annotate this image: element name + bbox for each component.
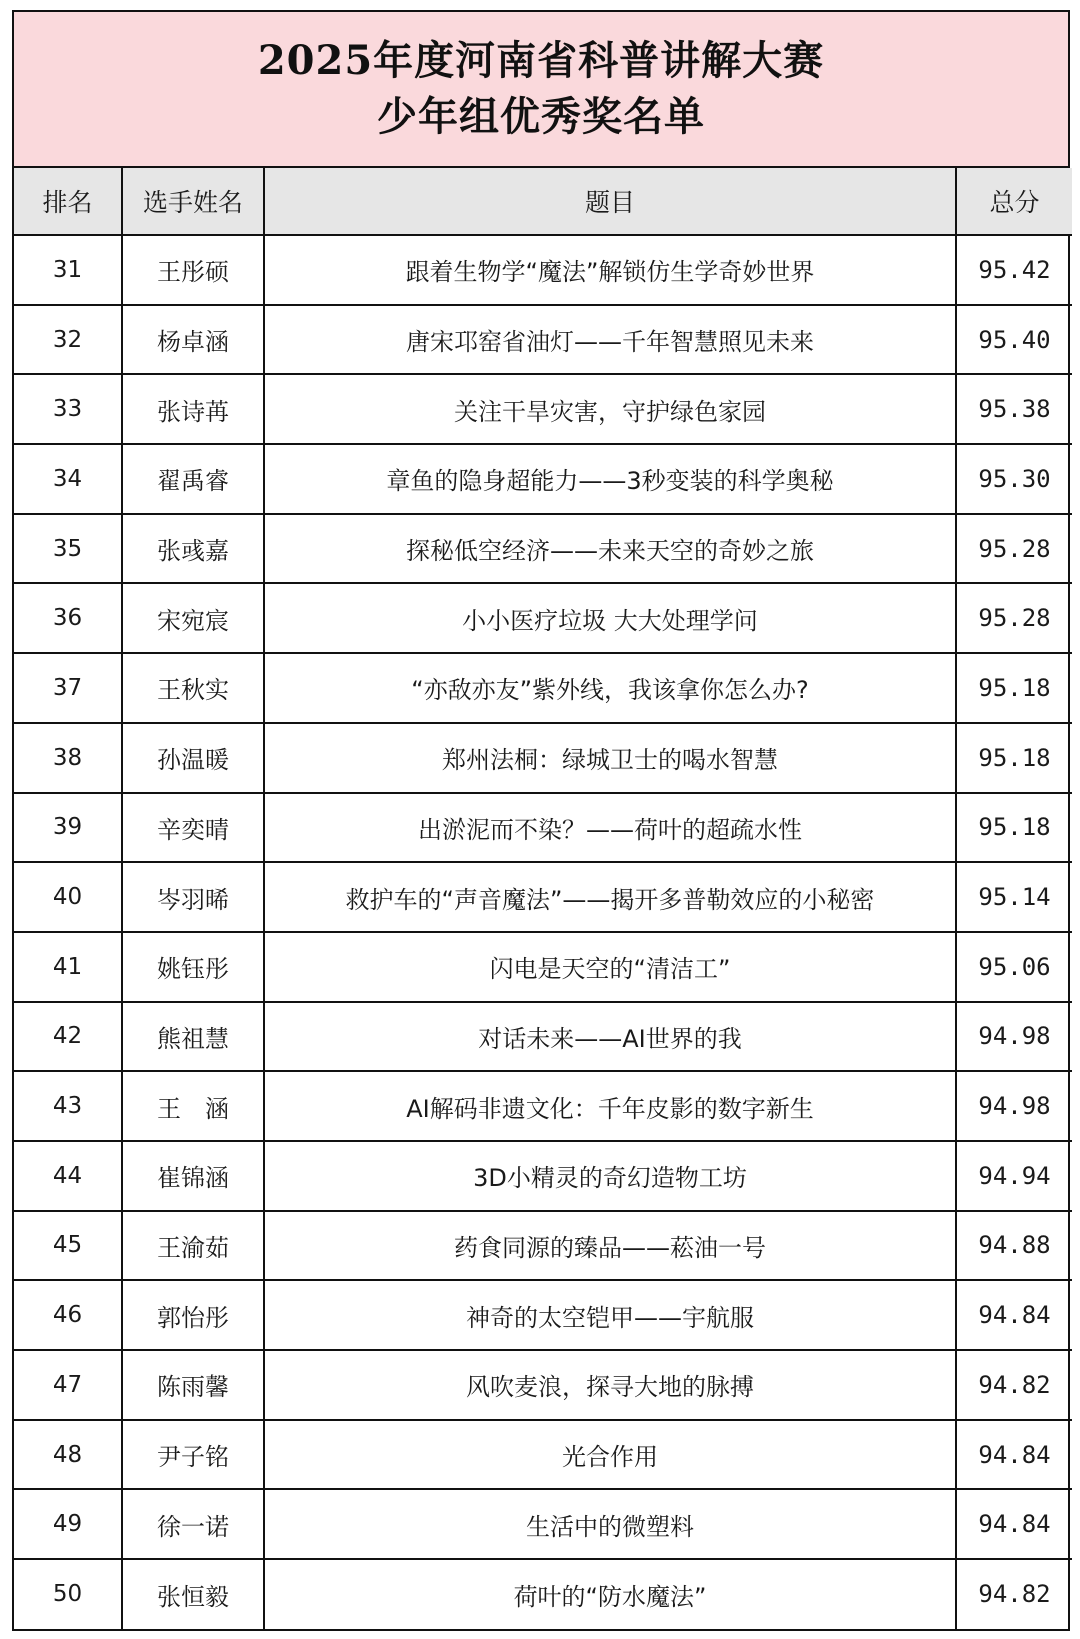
topic-cell: 3D小精灵的奇幻造物工坊 — [264, 1141, 956, 1211]
rank-cell: 33 — [14, 374, 122, 444]
topic-cell: 药食同源的臻品——菘油一号 — [264, 1211, 956, 1281]
name-cell: 张彧嘉 — [122, 514, 264, 584]
score-cell: 95.28 — [956, 583, 1072, 653]
rank-cell: 38 — [14, 723, 122, 793]
score-cell: 95.18 — [956, 723, 1072, 793]
score-cell: 94.98 — [956, 1071, 1072, 1141]
table-row — [14, 793, 1072, 863]
rank-cell: 44 — [14, 1141, 122, 1211]
score-cell: 95.18 — [956, 653, 1072, 723]
rank-cell: 43 — [14, 1071, 122, 1141]
table-row — [14, 1559, 1072, 1629]
name-cell: 孙温暖 — [122, 723, 264, 793]
name-cell: 王 涵 — [122, 1071, 264, 1141]
name-cell: 张诗苒 — [122, 374, 264, 444]
rank-cell: 35 — [14, 514, 122, 584]
rank-cell: 49 — [14, 1489, 122, 1559]
rank-cell: 37 — [14, 653, 122, 723]
results-table — [14, 168, 1072, 1629]
topic-cell: 探秘低空经济——未来天空的奇妙之旅 — [264, 514, 956, 584]
topic-cell: 闪电是天空的“清洁工” — [264, 932, 956, 1002]
score-cell: 94.82 — [978, 1580, 1051, 1609]
table-row — [14, 444, 1072, 514]
topic-cell: 跟着生物学“魔法”解锁仿生学奇妙世界 — [264, 235, 956, 305]
table-row — [14, 235, 1072, 305]
topic-cell: 小小医疗垃圾 大大处理学问 — [264, 583, 956, 653]
rank-cell: 45 — [14, 1211, 122, 1281]
name-cell: 杨卓涵 — [122, 305, 264, 375]
rank-cell: 50 — [14, 1559, 122, 1629]
rank-cell: 39 — [14, 793, 122, 863]
table-row — [14, 1211, 1072, 1281]
header-row — [14, 168, 1072, 235]
rank-cell: 34 — [14, 444, 122, 514]
header-rank: 排名 — [14, 168, 122, 235]
rank-cell: 32 — [14, 305, 122, 375]
table-row — [14, 305, 1072, 375]
name-cell: 王渝茹 — [122, 1211, 264, 1281]
name-cell: 崔锦涵 — [122, 1141, 264, 1211]
name-cell: 徐一诺 — [122, 1489, 264, 1559]
topic-cell: 风吹麦浪，探寻大地的脉搏 — [264, 1350, 956, 1420]
name-cell: 尹子铭 — [122, 1420, 264, 1490]
topic-cell: 唐宋邛窑省油灯——千年智慧照见未来 — [264, 305, 956, 375]
topic-cell: AI解码非遗文化：千年皮影的数字新生 — [264, 1071, 956, 1141]
topic-cell: 荷叶的“防水魔法” — [264, 1559, 956, 1629]
table-row — [14, 1002, 1072, 1072]
score-cell: 94.82 — [956, 1350, 1072, 1420]
topic-cell: 神奇的太空铠甲——宇航服 — [264, 1280, 956, 1350]
name-cell: 熊祖慧 — [122, 1002, 264, 1072]
topic-cell: 救护车的“声音魔法”——揭开多普勒效应的小秘密 — [264, 862, 956, 932]
table-row — [14, 932, 1072, 1002]
topic-cell: 章鱼的隐身超能力——3秒变装的科学奥秘 — [264, 444, 956, 514]
score-cell: 94.94 — [956, 1141, 1072, 1211]
table-row — [14, 1071, 1072, 1141]
topic-cell: 光合作用 — [264, 1420, 956, 1490]
rank-cell: 36 — [14, 583, 122, 653]
rank-cell: 40 — [14, 862, 122, 932]
table-row — [14, 374, 1072, 444]
score-cell: 94.84 — [956, 1489, 1072, 1559]
rank-cell: 41 — [14, 932, 122, 1002]
table-row — [14, 723, 1072, 793]
title-line-1: 2025年度河南省科普讲解大赛 — [257, 37, 825, 84]
score-cell: 95.28 — [956, 514, 1072, 584]
score-cell: 95.30 — [956, 444, 1072, 514]
topic-cell: “亦敌亦友”紫外线，我该拿你怎么办? — [264, 653, 956, 723]
score-cell: 94.98 — [956, 1002, 1072, 1072]
table-row — [14, 653, 1072, 723]
name-cell: 宋宛宸 — [122, 583, 264, 653]
title-band — [14, 12, 1068, 168]
title-line-2: 少年组优秀奖名单 — [377, 93, 705, 140]
score-cell: 95.38 — [956, 374, 1072, 444]
table-row — [14, 1141, 1072, 1211]
topic-cell: 对话未来——AI世界的我 — [264, 1002, 956, 1072]
table-row — [14, 862, 1072, 932]
name-cell: 姚钰彤 — [122, 932, 264, 1002]
table-row — [14, 583, 1072, 653]
score-cell: 95.18 — [956, 793, 1072, 863]
rank-cell: 48 — [14, 1420, 122, 1490]
name-cell: 翟禹睿 — [122, 444, 264, 514]
header-name: 选手姓名 — [122, 168, 264, 235]
topic-cell: 关注干旱灾害，守护绿色家园 — [264, 374, 956, 444]
table-row — [14, 1350, 1072, 1420]
rank-cell: 46 — [14, 1280, 122, 1350]
table-body — [14, 235, 1072, 1629]
score-cell: 94.84 — [956, 1420, 1072, 1490]
name-cell: 岑羽晞 — [122, 862, 264, 932]
name-cell: 王彤硕 — [122, 235, 264, 305]
award-list-sheet — [12, 10, 1070, 1631]
table-row — [14, 1280, 1072, 1350]
score-cell: 95.42 — [956, 235, 1072, 305]
header-topic: 题目 — [264, 168, 956, 235]
rank-cell: 47 — [14, 1350, 122, 1420]
table-row — [14, 1420, 1072, 1490]
score-cell: 95.40 — [956, 305, 1072, 375]
name-cell: 辛奕晴 — [122, 793, 264, 863]
rank-cell: 42 — [14, 1002, 122, 1072]
score-cell: 94.84 — [956, 1280, 1072, 1350]
topic-cell: 生活中的微塑料 — [264, 1489, 956, 1559]
name-cell: 张恒毅 — [122, 1559, 264, 1629]
topic-cell: 出淤泥而不染？——荷叶的超疏水性 — [264, 793, 956, 863]
name-cell: 郭怡彤 — [122, 1280, 264, 1350]
header-score: 总分 — [956, 168, 1072, 235]
name-cell: 王秋实 — [122, 653, 264, 723]
rank-cell: 31 — [14, 235, 122, 305]
table-row — [14, 1489, 1072, 1559]
score-cell: 95.14 — [956, 862, 1072, 932]
score-cell: 94.88 — [956, 1211, 1072, 1281]
table-row — [14, 514, 1072, 584]
name-cell: 陈雨馨 — [122, 1350, 264, 1420]
score-cell: 95.06 — [956, 932, 1072, 1002]
topic-cell: 郑州法桐：绿城卫士的喝水智慧 — [264, 723, 956, 793]
